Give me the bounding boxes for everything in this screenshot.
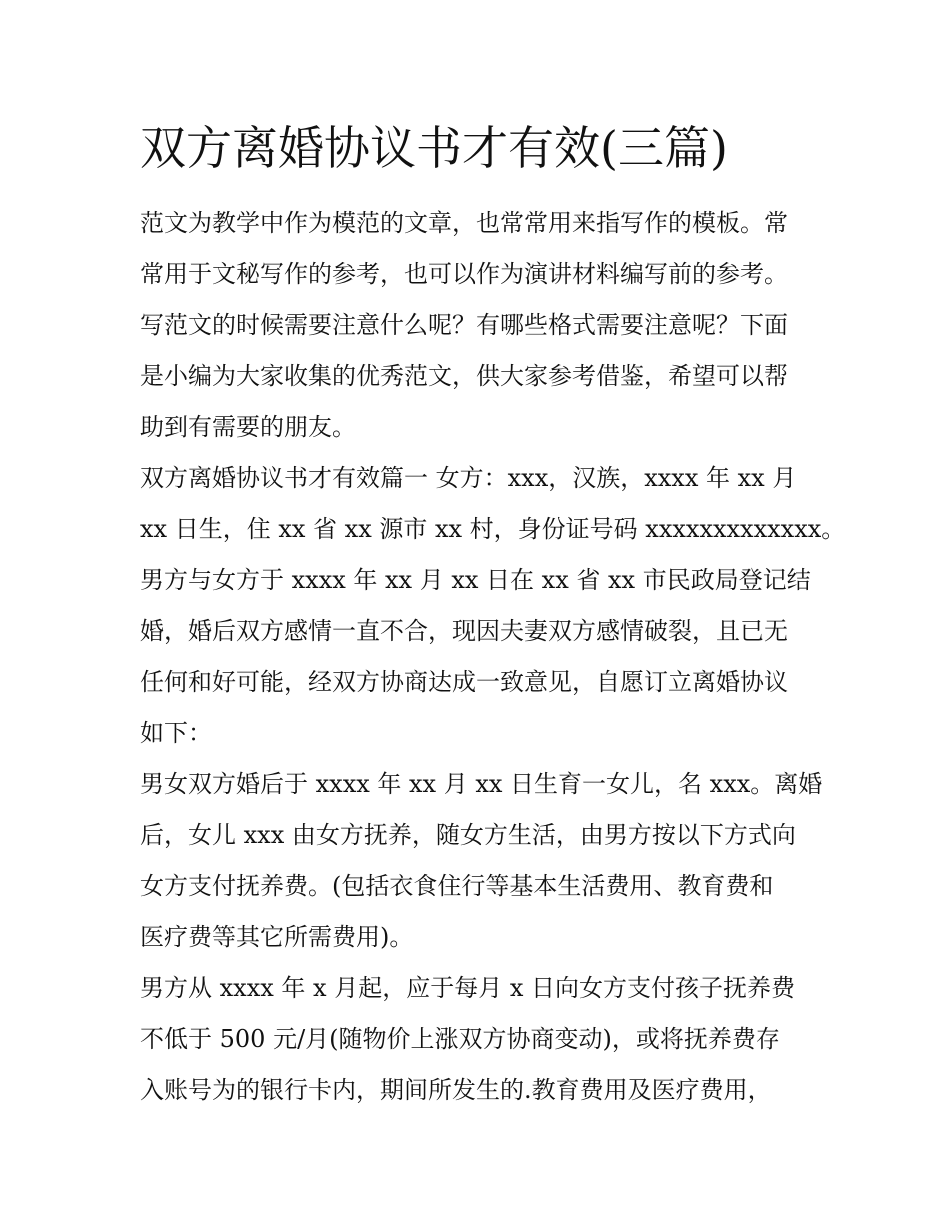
body-line: 男方从 xxxx 年 x 月起，应于每月 x 日向女方支付孩子抚养费 <box>140 974 795 1002</box>
body-line: 医疗费等其它所需费用)。 <box>140 923 414 951</box>
body-line: 男方与女方于 xxxx 年 xx 月 xx 日在 xx 省 xx 市民政局登记结 <box>140 566 811 594</box>
body-line: 入账号为的银行卡内，期间所发生的.教育费用及医疗费用， <box>140 1076 772 1104</box>
body-line: 任何和好可能，经双方协商达成一致意见，自愿订立离婚协议 <box>140 668 788 696</box>
body-line: 是小编为大家收集的优秀范文，供大家参考借鉴，希望可以帮 <box>140 362 788 390</box>
body-line: 写范文的时候需要注意什么呢？有哪些格式需要注意呢？下面 <box>140 311 788 339</box>
body-line: 范文为教学中作为模范的文章，也常常用来指写作的模板。常 <box>140 209 788 237</box>
document-body <box>140 198 846 1116</box>
body-line: 助到有需要的朋友。 <box>140 413 356 441</box>
body-line: 女方支付抚养费。(包括衣食住行等基本生活费用、教育费和 <box>140 872 774 900</box>
body-line: 后，女儿 xxx 由女方抚养，随女方生活，由男方按以下方式向 <box>140 821 796 849</box>
body-line: 男女双方婚后于 xxxx 年 xx 月 xx 日生育一女儿，名 xxx。离婚 <box>140 770 823 798</box>
body-line: 双方离婚协议书才有效篇一 女方：xxx，汉族，xxxx 年 xx 月 <box>140 464 797 492</box>
body-line: 如下： <box>140 719 212 747</box>
body-line: 不低于 500 元/月(随物价上涨双方协商变动)，或将抚养费存 <box>140 1025 780 1053</box>
body-line: 婚，婚后双方感情一直不合，现因夫妻双方感情破裂，且已无 <box>140 617 788 645</box>
document-title: 双方离婚协议书才有效(三篇) <box>140 121 728 175</box>
body-line: 常用于文秘写作的参考，也可以作为演讲材料编写前的参考。 <box>140 260 788 288</box>
body-line: xx 日生，住 xx 省 xx 源市 xx 村，身份证号码 xxxxxxxxxxxxx。 <box>140 515 846 543</box>
